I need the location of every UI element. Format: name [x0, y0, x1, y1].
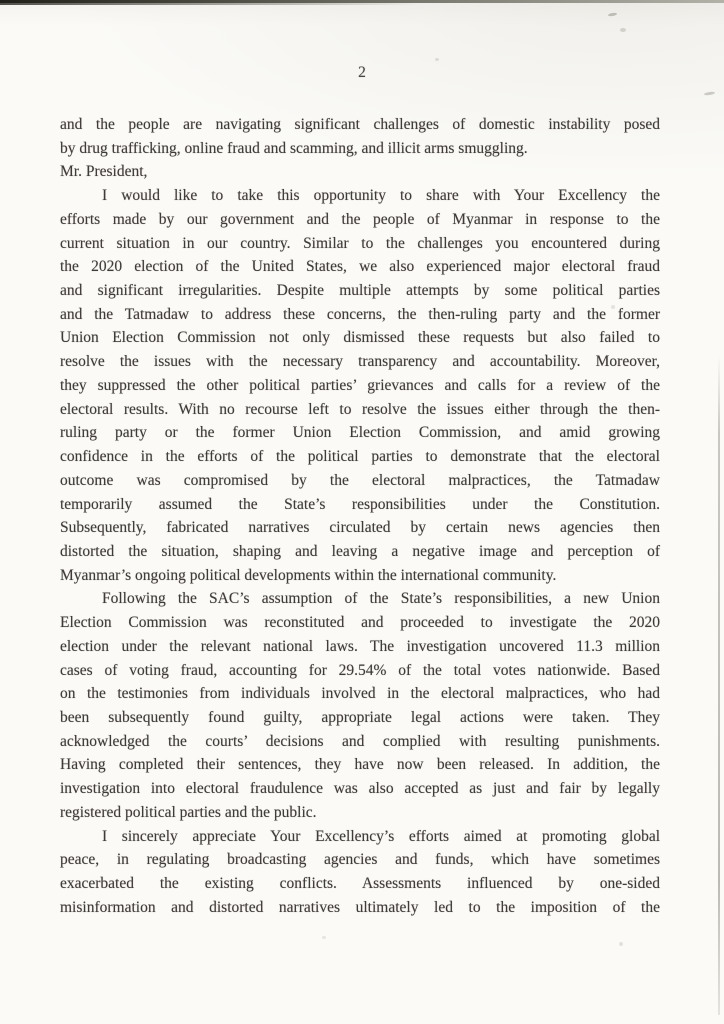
text-line: electoral results. With no recourse left to resolve the issues either through the then- — [60, 400, 660, 418]
text-line: by drug trafficking, online fraud and scamming, and illicit arms smuggling. — [60, 139, 528, 157]
top-scan-edge-taper — [0, 3, 420, 5]
scan-speck — [704, 91, 715, 96]
text-line: confidence in the efforts of the political parties to demonstrate that the electoral — [60, 448, 660, 466]
scan-speck — [608, 12, 617, 17]
letter-body — [60, 113, 660, 919]
scan-speck — [620, 28, 626, 32]
text-line: outcome was compromised by the electoral malpractices, the Tatmadaw — [60, 471, 660, 489]
text-line: registered political parties and the public. — [60, 803, 317, 821]
text-line: distorted the situation, shaping and leaving a negative image and perception of — [60, 542, 660, 560]
text-line: been subsequently found guilty, appropriate legal actions were taken. They — [60, 708, 660, 726]
text-line: Following the SAC’s assumption of the State’s responsibilities, a new Union — [102, 590, 660, 608]
right-scan-edge-line — [718, 355, 720, 1015]
text-line: current situation in our country. Similar to the challenges you encountered during — [60, 234, 660, 252]
scan-speck — [619, 942, 623, 946]
text-line: the 2020 election of the United States, we also experienced major electoral fraud — [60, 258, 660, 276]
page-number: 2 — [358, 64, 366, 81]
text-line: exacerbated the existing conflicts. Assessments influenced by one-sided — [60, 875, 660, 892]
text-line: Having completed their sentences, they have now been released. In addition, the — [60, 756, 660, 774]
text-line: cases of voting fraud, accounting for 29.54% of the total votes nationwide. Based — [60, 661, 660, 679]
text-line: Myanmar’s ongoing political developments within the international community. — [60, 566, 557, 584]
text-line: Mr. President, — [60, 163, 148, 181]
scan-speck — [322, 936, 326, 939]
text-line: peace, in regulating broadcasting agencies and funds, which have sometimes — [60, 851, 660, 869]
text-line: and the people are navigating significant challenges of domestic instability posed — [60, 116, 660, 133]
text-line: Subsequently, fabricated narratives circulated by certain news agencies then — [60, 519, 660, 537]
text-line: ruling party or the former Union Election Commission, and amid growing — [60, 424, 660, 442]
text-line: election under the relevant national laws. The investigation uncovered 11.3 million — [60, 637, 660, 655]
text-line: temporarily assumed the State’s responsibilities under the Constitution. — [60, 495, 660, 513]
text-line: efforts made by our government and the people of Myanmar in response to the — [60, 210, 660, 228]
text-line: resolve the issues with the necessary transparency and accountability. Moreover, — [60, 353, 660, 371]
text-line: I would like to take this opportunity to share with Your Excellency the — [102, 187, 660, 205]
text-line: Union Election Commission not only dismissed these requests but also failed to — [60, 329, 660, 347]
text-line: acknowledged the courts’ decisions and complied with resulting punishments. — [60, 732, 660, 750]
text-line: and significant irregularities. Despite multiple attempts by some political parties — [60, 282, 660, 300]
text-line: and the Tatmadaw to address these concerns, the then-ruling party and the former — [60, 305, 660, 323]
scan-speck — [435, 58, 439, 61]
text-line: misinformation and distorted narratives ultimately led to the imposition of the — [60, 898, 660, 916]
text-line: they suppressed the other political parties’ grievances and calls for a review of the — [60, 376, 660, 394]
text-line: on the testimonies from individuals involved in the electoral malpractices, who had — [60, 685, 660, 703]
text-line: I sincerely appreciate Your Excellency’s efforts aimed at promoting global — [102, 827, 660, 845]
text-line: Election Commission was reconstituted and proceeded to investigate the 2020 — [60, 614, 660, 632]
text-line: investigation into electoral fraudulence was also accepted as just and fair by legally — [60, 780, 660, 798]
